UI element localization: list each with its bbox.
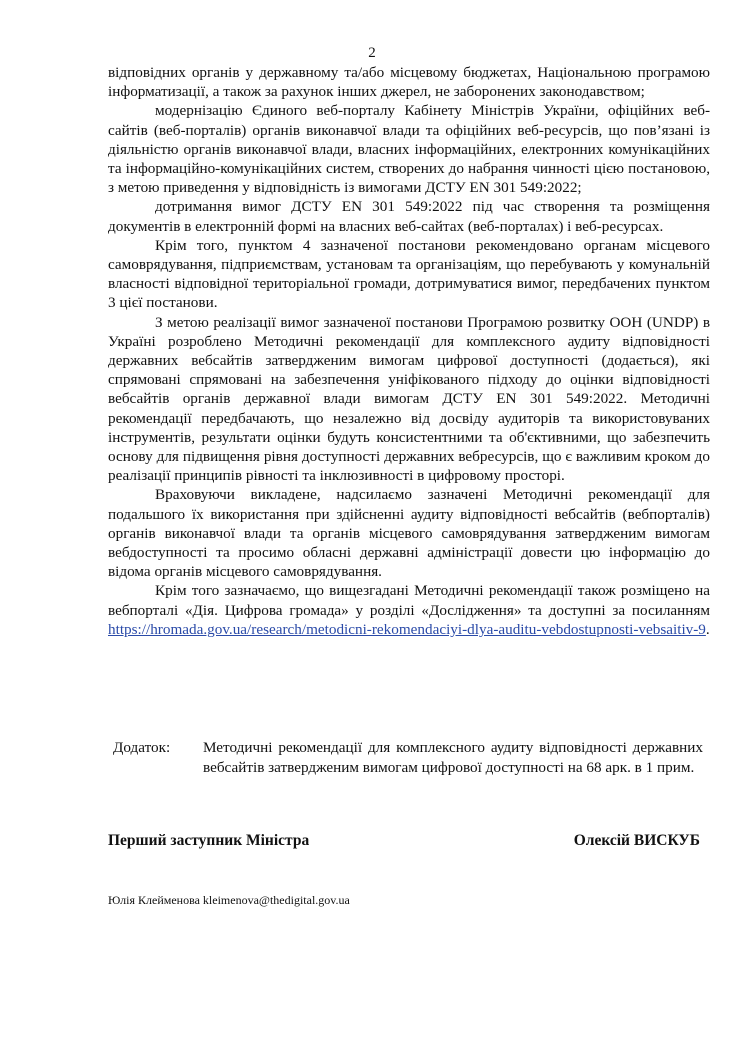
signatory-name: Олексій ВИСКУБ [573, 832, 700, 849]
page-number: 2 [368, 45, 376, 61]
signature-block [108, 832, 700, 850]
paragraph-text: Крім того зазначаємо, що вищезгадані Методичні рекомендації також розміщено на вебпорталі «Дія. Цифрова громада» у розділі «Дослідження» та доступні за посиланням [108, 582, 710, 619]
paragraph-text-end: . [705, 620, 710, 638]
paragraph: модернізацію Єдиного веб-порталу Кабінету Міністрів України, офіційних веб-сайтів (веб-порталів) органів виконавчої влади та офіційних веб-ресурсів, що пов’язані із діяльністю органів виконавчої влади, власних інформаційних, електронних комунікаційних та інформаційно-комунікаційних систем, створених до набрання чинності цією постановою, з метою приведення у відповідність із вимогами ДСТУ EN 301 549:2022; [108, 102, 710, 197]
hromada-research-link[interactable]: https://hromada.gov.ua/research/metodicni-rekomendaciyi-dlya-auditu-vebdostupnosti-vebsaitiv-9 [108, 620, 706, 638]
executor-info: Юлія Клейменова kleimenova@thedigital.gov.ua [108, 893, 350, 907]
attachment-label: Додаток: [113, 739, 171, 756]
paragraph: дотримання вимог ДСТУ EN 301 549:2022 під час створення та розміщення документів в електронній формі на власних веб-сайтах (веб-порталах) і веб-ресурсах. [108, 198, 710, 235]
paragraph: Враховуючи викладене, надсилаємо зазначені Методичні рекомендації для подальшого їх використання при здійсненні аудиту відповідності вебсайтів (вебпорталів) органів виконавчої влади та органів місцевого самоврядування затвердженим вимогам вебдоступності та просимо обласні державні адміністрації довести цю інформацію до відома органів місцевого самоврядування. [108, 486, 710, 581]
paragraph: З метою реалізації вимог зазначеної постанови Програмою розвитку ООН (UNDP) в Україні розроблено Методичні рекомендації для комплексного аудиту відповідності державних вебсайтів затвердженим вимогам цифрової доступності (додається), які спрямовані спрямовані на забезпечення уніфікованого підходу до оцінки відповідності вебсайтів органів державної влади вимогам ДСТУ EN 301 549:2022. Методичні рекомендації передбачають, що незалежно від досвіду аудиторів та використовуваних інструментів, результати оцінки будуть консистентними та об'єктивними, що забезпечить основу для підвищення рівня доступності державних вебресурсів, що є важливим кроком до реалізації принципів рівності та інклюзивності в цифровому просторі. [108, 313, 710, 485]
document-body [108, 63, 710, 639]
paragraph: Крім того, пунктом 4 зазначеної постанови рекомендовано органам місцевого самоврядування, підприємствам, установам та організаціям, що перебувають у комунальній власності відповідної територіальної громади, дотримуватися вимог, передбачених пунктом 3 цієї постанови. [108, 236, 710, 312]
attachment-text: Методичні рекомендації для комплексного аудиту відповідності державних вебсайтів затвердженим вимогам цифрової доступності на 68 арк. в 1 прим. [203, 739, 703, 776]
attachment-block [113, 738, 713, 778]
paragraph: відповідних органів у державному та/або місцевому бюджетах, Національною програмою інформатизації, а також за рахунок інших джерел, не заборонених законодавством; [108, 64, 710, 101]
signatory-position: Перший заступник Міністра [108, 832, 310, 849]
paragraph-with-link [108, 581, 710, 639]
